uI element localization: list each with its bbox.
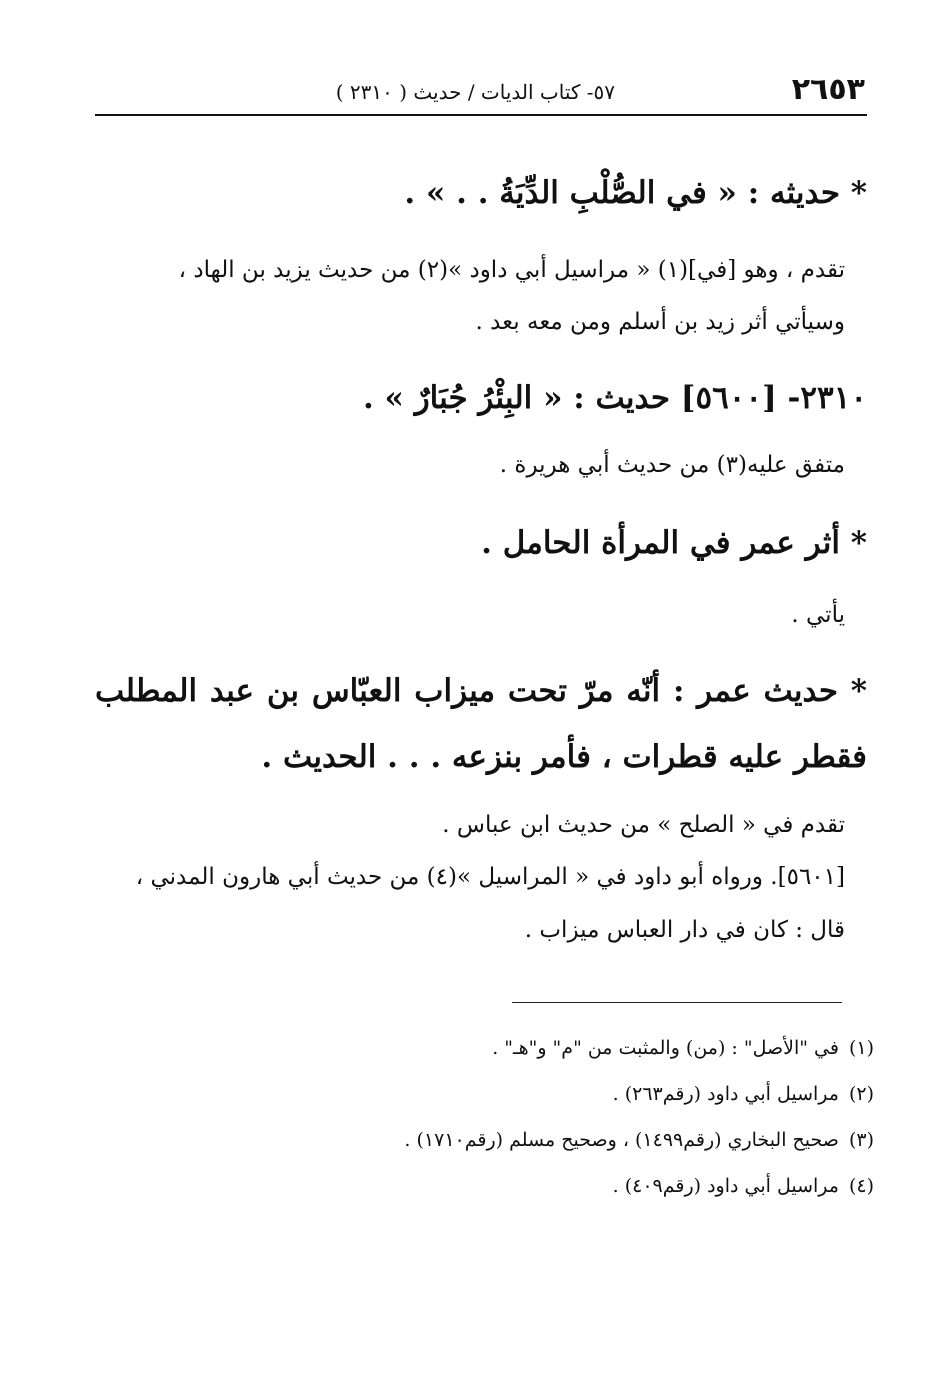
section-body-line: وسيأتي أثر زيد بن أسلم ومن معه بعد . <box>475 309 845 335</box>
footnote-text: في "الأصل" : (من) والمثبت من "م" و"هـ" . <box>492 1037 839 1059</box>
page-header <box>95 70 865 110</box>
footnote-number: (٣) <box>848 1129 874 1151</box>
footnote-number: (١) <box>848 1037 874 1059</box>
header-divider <box>95 114 867 116</box>
footnote <box>174 1163 874 1209</box>
running-title: ٥٧- كتاب الديات / حديث ( ٢٣١٠ ) <box>335 80 615 104</box>
footnote-text: مراسيل أبي داود (رقم٤٠٩) . <box>612 1175 839 1197</box>
footnote <box>174 1117 874 1163</box>
footnotes <box>174 1025 874 1209</box>
section-heading: * أثر عمر في المرأة الحامل . <box>481 525 867 561</box>
section-heading: ٢٣١٠- [٥٦٠٠] حديث : « البِئْرُ جُبَارٌ » . <box>362 380 867 416</box>
section-heading: * حديث عمر : أنّه مرّ تحت ميزاب العبّاس بن عبد المطلب فقطر عليه قطرات ، فأمر بنزعه . . . الحديث . <box>95 673 867 775</box>
section-body-line: [٥٦٠١]. ورواه أبو داود في « المراسيل »(٤) من حديث أبي هارون المدني ، <box>135 864 845 890</box>
footnote-number: (٢) <box>848 1083 874 1105</box>
section-body-line: متفق عليه(٣) من حديث أبي هريرة . <box>499 452 845 478</box>
footnote-text: صحيح البخاري (رقم١٤٩٩) ، وصحيح مسلم (رقم١٧١٠) . <box>404 1129 839 1151</box>
section-body-line: يأتي . <box>791 602 845 628</box>
footnote-divider <box>512 1002 842 1003</box>
footnote <box>174 1025 874 1071</box>
section-body-line: قال : كان في دار العباس ميزاب . <box>524 917 845 943</box>
section-body-line: تقدم في « الصلح » من حديث ابن عباس . <box>442 812 845 838</box>
page-number: ٢٦٥٣ <box>791 72 865 107</box>
section-body-line: تقدم ، وهو [في](١) « مراسيل أبي داود »(٢) من حديث يزيد بن الهاد ، <box>178 257 845 283</box>
footnote-number: (٤) <box>848 1175 874 1197</box>
section-heading: * حديثه : « في الصُّلْبِ الدِّيَةُ . . » . <box>404 175 867 211</box>
footnote <box>174 1071 874 1117</box>
footnote-text: مراسيل أبي داود (رقم٢٦٣) . <box>612 1083 839 1105</box>
